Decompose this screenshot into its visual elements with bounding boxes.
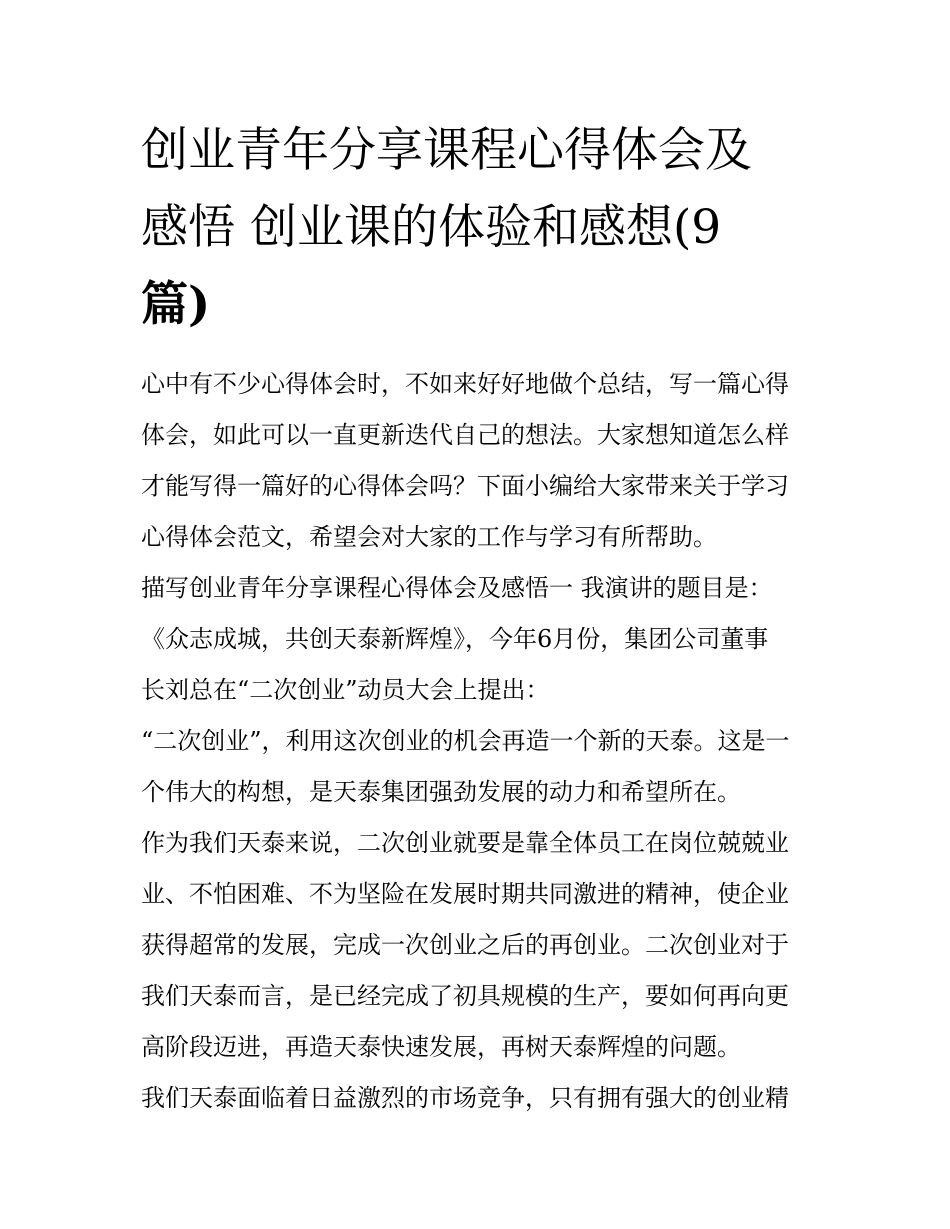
title-line: 感悟 创业课的体验和感想(9 [141, 200, 722, 255]
paragraph-second-venture [141, 716, 811, 818]
document-body [141, 359, 811, 1124]
text-line: “二次创业”，利用这次创业的机会再造一个新的天泰。这是一 [141, 727, 790, 755]
text-line: 个伟大的构想，是天泰集团强劲发展的动力和希望所在。 [141, 778, 741, 806]
text-line: 体会，如此可以一直更新迭代自己的想法。大家想知道怎么样 [141, 421, 789, 449]
document-title [141, 112, 811, 343]
text-line: 才能写得一篇好的心得体会吗？下面小编给大家带来关于学习 [141, 472, 789, 500]
document-content [141, 112, 811, 1124]
title-line: 创业青年分享课程心得体会及 [141, 123, 752, 178]
text-line: 我们天泰面临着日益激烈的市场竞争，只有拥有强大的创业精 [141, 1084, 789, 1112]
paragraph-competition [141, 1073, 811, 1124]
text-line: 《众志成城，共创天泰新辉煌》，今年6月份，集团公司董事 [141, 625, 769, 653]
text-line: 心中有不少心得体会时，不如来好好地做个总结，写一篇心得 [141, 370, 789, 398]
paragraph-speech-intro [141, 563, 811, 716]
paragraph-intro [141, 359, 811, 563]
text-line: 我们天泰而言，是已经完成了初具规模的生产，要如何再向更 [141, 982, 789, 1010]
paragraph-tiantai [141, 818, 811, 1073]
text-line: 长刘总在“二次创业”动员大会上提出： [141, 676, 550, 704]
text-line: 高阶段迈进，再造天泰快速发展，再树天泰辉煌的问题。 [141, 1033, 741, 1061]
text-line: 业、不怕困难、不为坚险在发展时期共同激进的精神，使企业 [141, 880, 789, 908]
text-line: 获得超常的发展，完成一次创业之后的再创业。二次创业对于 [141, 931, 789, 959]
text-line: 描写创业青年分享课程心得体会及感悟一 我演讲的题目是： [141, 574, 773, 602]
text-line: 作为我们天泰来说，二次创业就要是靠全体员工在岗位兢兢业 [141, 829, 789, 857]
text-line: 心得体会范文，希望会对大家的工作与学习有所帮助。 [141, 523, 717, 551]
title-line: 篇) [141, 277, 211, 332]
